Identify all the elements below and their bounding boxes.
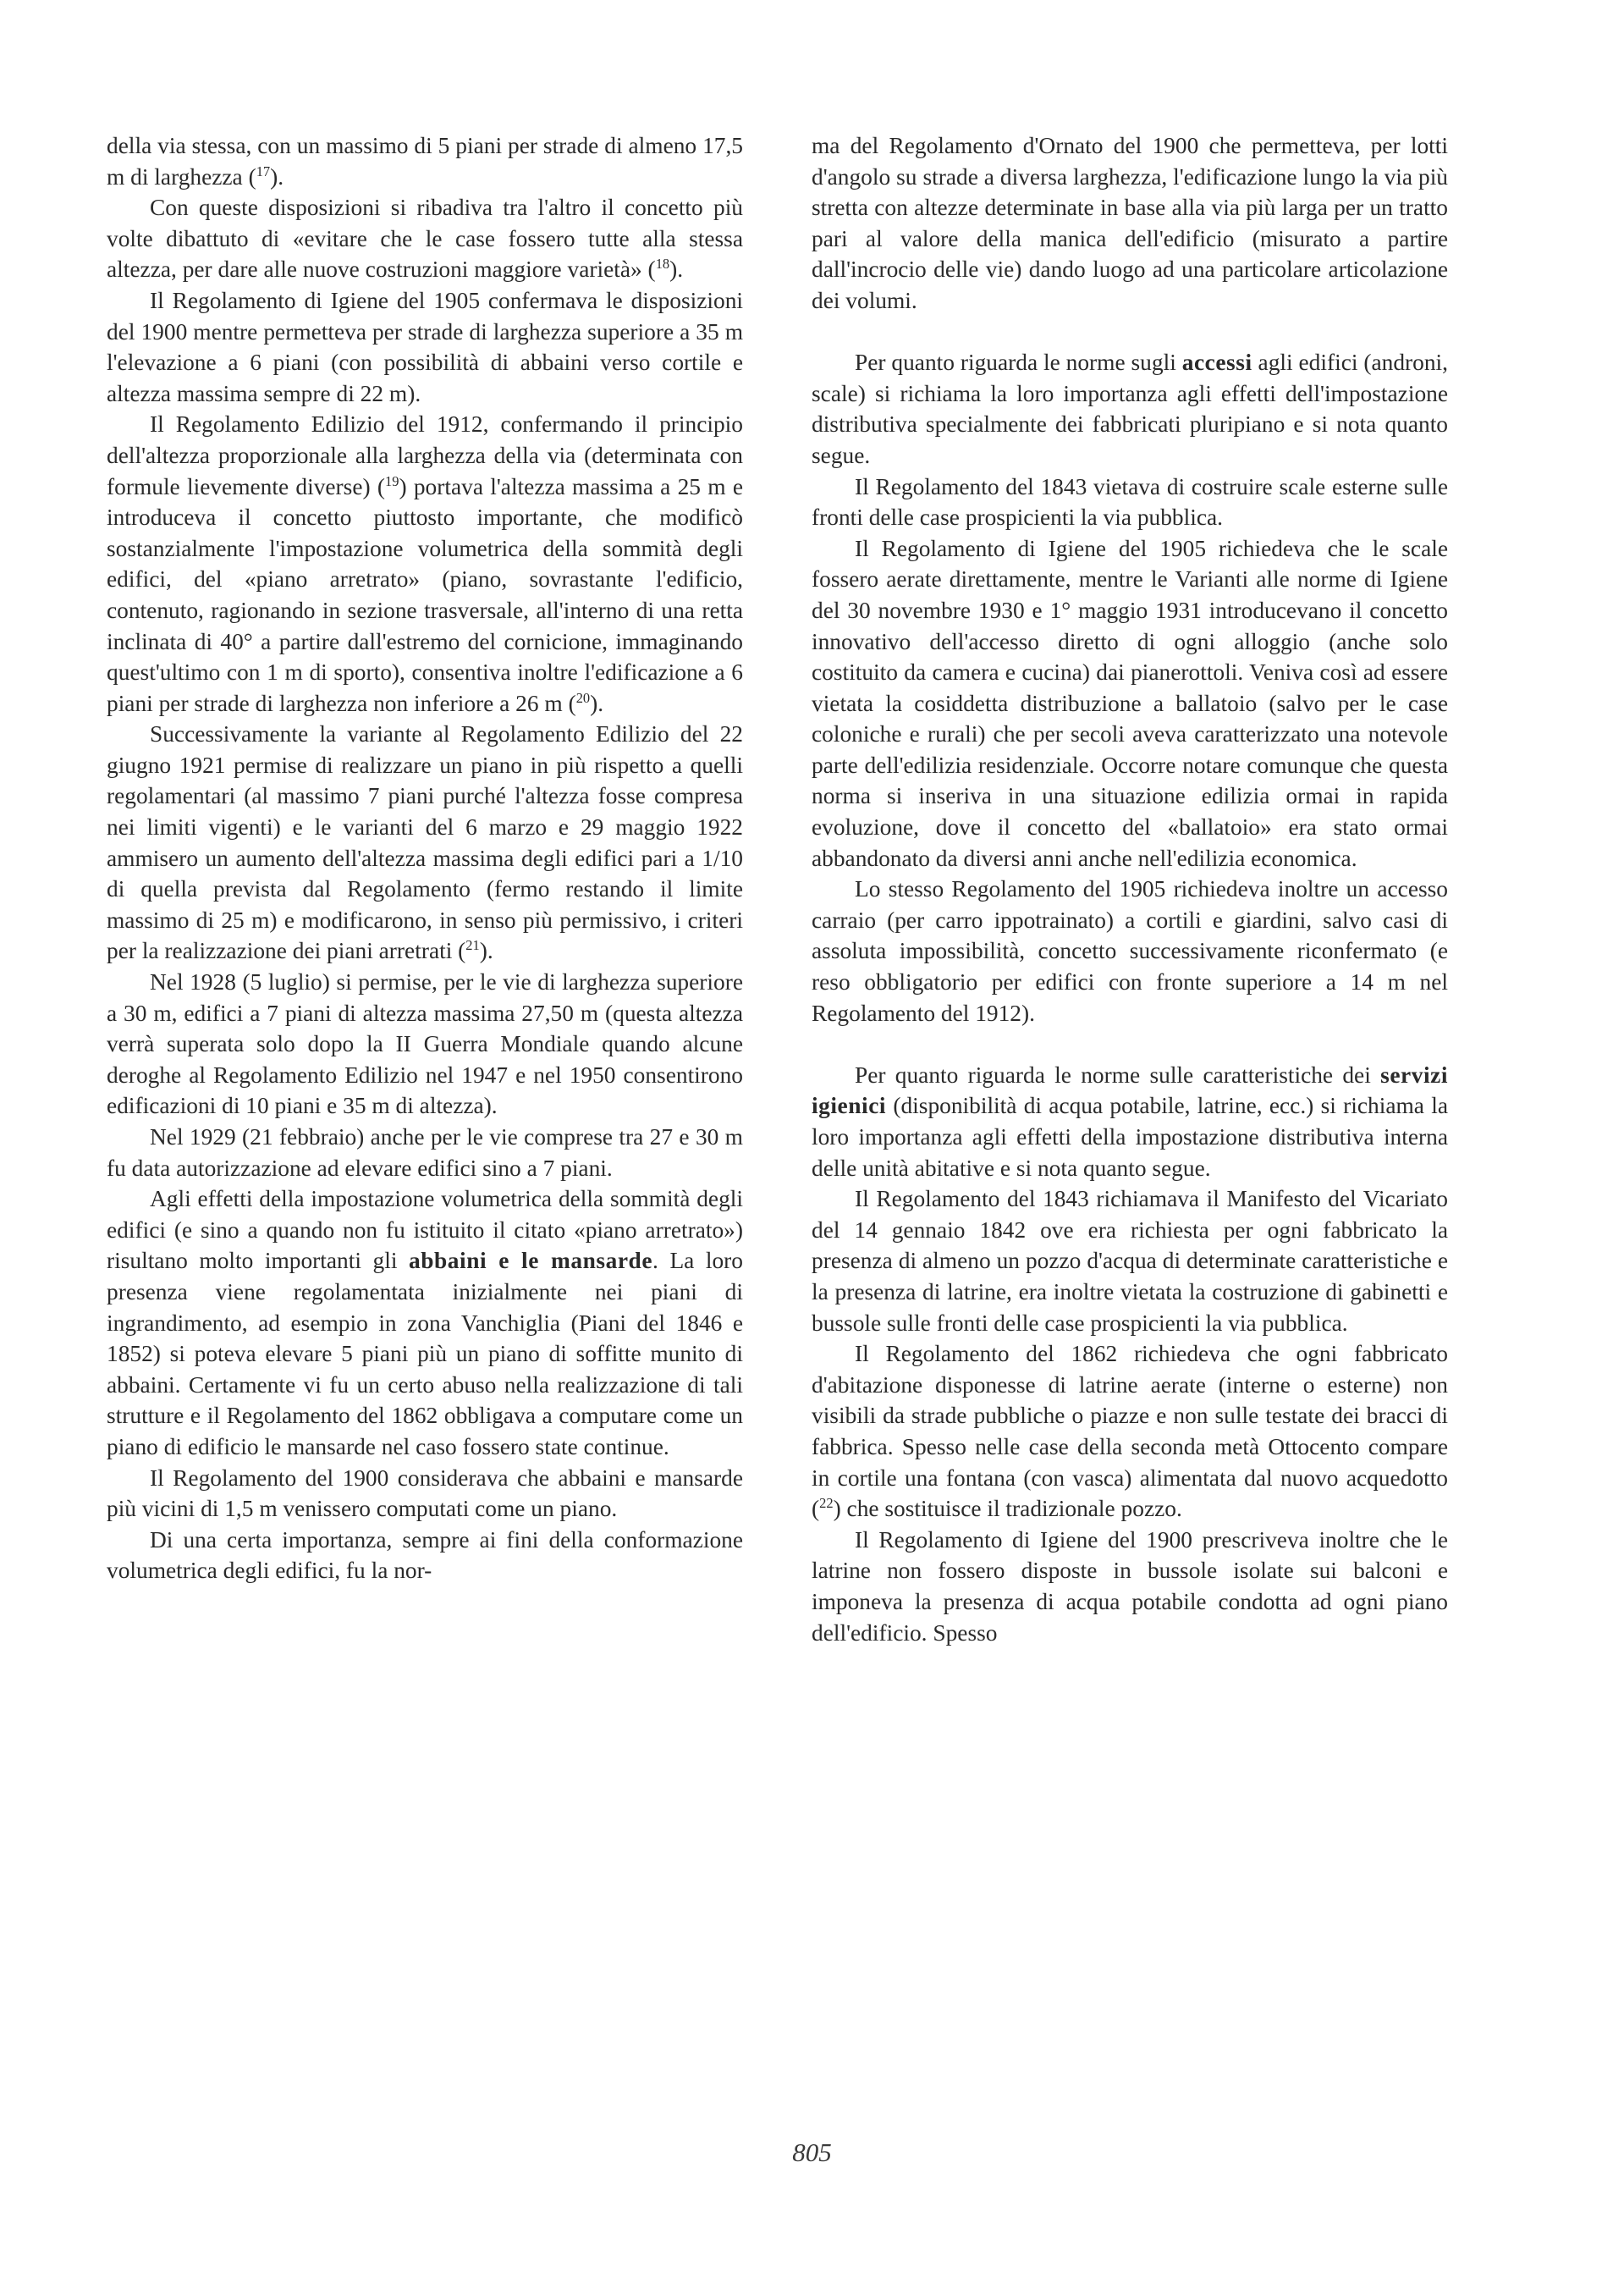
footnote-ref: 20: [575, 689, 591, 706]
emphasized-term: servizi igienici: [812, 1062, 1448, 1119]
paragraph: Il Regolamento del 1900 considerava che abbaini e mansarde più vicini di 1,5 m venissero computati come un piano.: [107, 1464, 743, 1522]
paragraph: Di una certa importanza, sempre ai fini della conformazione volumetrica degli edifici, fu la nor-: [107, 1526, 743, 1584]
paragraph: Il Regolamento di Igiene del 1900 prescriveva inoltre che le latrine non fossero disposte in bussole isolate sui balconi e imponeva la presenza di acqua potabile condotta ad ogni piano dell'edificio. Spesso: [812, 1526, 1448, 1646]
paragraph: della via stessa, con un massimo di 5 piani per strade di almeno 17,5 m di larghezza ($^{17}$).: [107, 133, 743, 190]
paragraph: Il Regolamento Edilizio del 1912, confermando il principio dell'altezza proporzionale alla larghezza della via (determinata con formule lievemente diverse) ($^{19}$) portava l'altezza massima a 25 m e introduceva il concetto piuttosto importante, che modificò sostanzialmente l'impostazione volumetrica della sommità degli edifici, del «piano arretrato» (piano, sovrastante l'edificio, contenuto, ragionando in sezione trasversale, all'interno di una retta inclinata di 40° a partire dall'estremo del cornicione, immaginando quest'ultimo con 1 m di sporto), consentiva inoltre l'edificazione a 6 piani per strade di larghezza non inferiore a 26 m ($^{20}$).: [107, 411, 743, 716]
paragraph: Il Regolamento del 1843 richiamava il Manifesto del Vicariato del 14 gennaio 1842 ove era richiesta per ogni fabbricato la presenza di almeno un pozzo d'acqua di determinate caratteristiche e la presenza di latrine, era inoltre vietata la costruzione di gabinetti e bussole sulle fronti delle case prospicienti la via pubblica.: [812, 1186, 1448, 1336]
paragraph: ma del Regolamento d'Ornato del 1900 che permetteva, per lotti d'angolo su strade a diversa larghezza, l'edificazione lungo la via più stretta con altezze determinate in base alla via più larga per un tratto pari al valore della manica dell'edificio (misurato a partire dall'incrocio delle vie) dando luogo ad una particolare articolazione dei volumi.: [812, 133, 1448, 313]
footnote-ref: 22: [819, 1495, 834, 1512]
paragraph: Il Regolamento di Igiene del 1905 confermava le disposizioni del 1900 mentre permetteva per strade di larghezza superiore a 35 m l'elevazione a 6 piani (con possibilità di abbaini verso cortile e altezza massima sempre di 22 m).: [107, 287, 743, 406]
footnote-ref: 17: [256, 163, 271, 179]
footnote-ref: 21: [465, 937, 480, 954]
paragraph: Nel 1929 (21 febbraio) anche per le vie comprese tra 27 e 30 m fu data autorizzazione ad elevare edifici sino a 7 piani.: [107, 1124, 743, 1181]
page-number: 805: [792, 2137, 832, 2167]
paragraph: Successivamente la variante al Regolamento Edilizio del 22 giugno 1921 permise di realizzare un piano in più rispetto a quelli regolamentari (al massimo 7 piani purché l'altezza fosse compresa nei limiti vigenti) e le varianti del 6 marzo e 29 maggio 1922 ammisero un aumento dell'altezza massima degli edifici pari a 1/10 di quella prevista dal Regolamento (fermo restando il limite massimo di 25 m) e modificarono, in senso più permissivo, i criteri per la realizzazione dei piani arretrati ($^{21}$).: [107, 721, 743, 964]
paragraph: Il Regolamento di Igiene del 1905 richiedeva che le scale fossero aerate direttamente, mentre le Varianti alle norme di Igiene del 30 novembre 1930 e 1° maggio 1931 introducevano il concetto innovativo dell'accesso diretto di ogni alloggio (anche solo costituito da camera e cucina) dai pianerottoli. Veniva così ad essere vietata la cosiddetta distribuzione a ballatoio (salvo per le case coloniche e rurali) che per secoli aveva caratterizzato una notevole parte dell'edilizia residenziale. Occorre notare comunque che questa norma si inseriva in una situazione edilizia ormai in rapida evoluzione, dove il concetto del «ballatoio» era stato ormai abbandonato da diversi anni anche nell'edilizia economica.: [812, 535, 1448, 871]
emphasized-term: accessi: [1181, 350, 1252, 376]
footnote-ref: 19: [385, 472, 399, 489]
left-text-column: [107, 130, 743, 1586]
emphasized-term: abbaini e le mansarde: [409, 1248, 653, 1274]
paragraph: Il Regolamento del 1862 richiedeva che ogni fabbricato d'abitazione disponesse di latrine aerate (interne o esterne) non visibili da strade pubbliche o piazze e non sulle testate dei bracci di fabbrica. Spesso nelle case della seconda metà Ottocento compare in cortile una fontana (con vasca) alimentata dal nuovo acquedotto ($^{22}$) che sostituisce il tradizionale pozzo.: [812, 1341, 1448, 1522]
right-text-column: [812, 130, 1448, 1648]
paragraph: Il Regolamento del 1843 vietava di costruire scale esterne sulle fronti delle case prospicienti la via pubblica.: [812, 473, 1448, 531]
paragraph: Nel 1928 (5 luglio) si permise, per le vie di larghezza superiore a 30 m, edifici a 7 piani di altezza massima 27,50 m (questa altezza verrà superata solo dopo la II Guerra Mondiale quando alcune deroghe al Regolamento Edilizio nel 1947 e nel 1950 consentirono edificazioni di 10 piani e 35 m di altezza).: [107, 969, 743, 1119]
paragraph: Agli effetti della impostazione volumetrica della sommità degli edifici (e sino a quando non fu istituito il citato «piano arretrato») risultano molto importanti gli abbaini e le mansarde. La loro presenza viene regolamentata inizialmente nei piani di ingrandimento, ad esempio in zona Vanchiglia (Piani del 1846 e 1852) si poteva elevare 5 piani più un piano di soffitte munito di abbaini. Certamente vi fu un certo abuso nella realizzazione di tali strutture e il Regolamento del 1862 obbligava a computare come un piano di edificio le mansarde nel caso fossero state continue.: [107, 1186, 744, 1459]
paragraph: Per quanto riguarda le norme sulle caratteristiche dei servizi igienici (disponibilità di acqua potabile, latrine, ecc.) si richiama la loro importanza agli effetti della impostazione distributiva interna delle unità abitative e si nota quanto segue.: [812, 1062, 1448, 1181]
paragraph: Lo stesso Regolamento del 1905 richiedeva inoltre un accesso carraio (per carro ippotrainato) a cortili e giardini, salvo casi di assoluta impossibilità, concetto successivamente riconfermato (e reso obbligatorio per edifici con fronte superiore a 14 m nel Regolamento del 1912).: [812, 876, 1448, 1026]
paragraph: Con queste disposizioni si ribadiva tra l'altro il concetto più volte dibattuto di «evitare che le case fossero tutte alla stessa altezza, per dare alle nuove costruzioni maggiore varietà» ($^{18}$).: [107, 195, 743, 283]
footnote-ref: 18: [655, 256, 670, 273]
paragraph: Per quanto riguarda le norme sugli accessi agli edifici (androni, scale) si richiama la loro importanza agli effetti dell'impostazione distributiva specialmente dei fabbricati pluripiano e si nota quanto segue.: [812, 350, 1448, 468]
